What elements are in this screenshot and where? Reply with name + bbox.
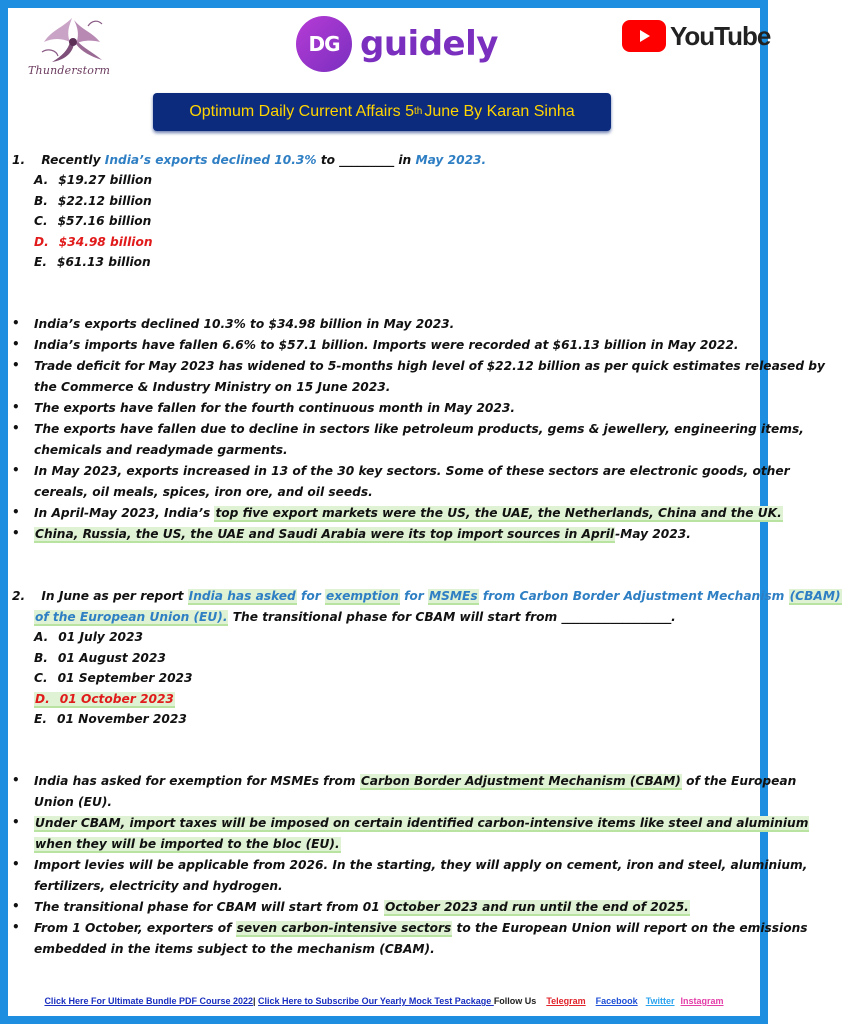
note-line [34, 505, 783, 521]
note-highlight: when they will be imported to the bloc (EU). [35, 837, 340, 851]
option-a [34, 629, 143, 645]
option-letter: C. [34, 671, 48, 685]
option-text: $61.13 billion [56, 255, 151, 269]
thunderstorm-logo-text: Thunderstorm [28, 64, 111, 77]
note-line: The exports have fallen due to decline in sectors like petroleum products, gems & jewellery, engineering items, [34, 422, 804, 436]
question-text-highlight: May 2023. [415, 153, 487, 167]
option-e [34, 711, 187, 727]
option-letter: C. [34, 214, 48, 228]
option-text: $57.16 billion [57, 214, 152, 228]
note-line: embedded in the items subject to the mechanism (CBAM). [34, 942, 435, 956]
note-line: chemicals and readymade garments. [34, 443, 288, 457]
note-line [34, 815, 809, 831]
note-line: India’s exports declined 10.3% to $34.98 billion in May 2023. [34, 317, 455, 331]
note-text: -May 2023. [615, 527, 691, 541]
question-2-continued [34, 609, 676, 625]
question-text: from Carbon Border Adjustment Mechanism [478, 589, 789, 603]
note-line [34, 899, 690, 915]
follow-us-label: Follow Us [493, 996, 537, 1006]
option-d-correct [34, 691, 175, 707]
note-highlight: seven carbon-intensive sectors [236, 921, 452, 935]
option-letter: D. [35, 692, 50, 706]
note-text: of the European [681, 774, 797, 788]
bullet-icon: • [12, 505, 20, 519]
option-highlight [34, 692, 175, 708]
note-line: cereals, oil meals, spices, iron ore, and oil seeds. [34, 485, 373, 499]
note-line: Trade deficit for May 2023 has widened to 5-months high level of $22.12 billion as per quick estimates released by [34, 359, 825, 373]
option-text: 01 August 2023 [57, 651, 166, 665]
note-text: In April-May 2023, India’s [34, 506, 215, 520]
option-text: $19.27 billion [58, 173, 153, 187]
bullet-icon: • [12, 815, 20, 829]
option-b [34, 650, 166, 666]
option-d-correct [34, 234, 153, 250]
bullet-icon: • [12, 337, 20, 351]
option-letter: B. [34, 194, 48, 208]
bullet-icon: • [12, 400, 20, 414]
facebook-link[interactable]: Facebook [595, 996, 638, 1006]
question-1 [12, 152, 486, 168]
option-text: $22.12 billion [57, 194, 152, 208]
twitter-link[interactable]: Twitter [645, 996, 675, 1006]
question-number: 2. [12, 589, 26, 603]
content [8, 8, 841, 1016]
question-text-highlight: India’s exports declined 10.3% [104, 153, 317, 167]
option-a [34, 172, 152, 188]
question-text-highlight: exemption [325, 589, 399, 603]
bullet-icon: • [12, 773, 20, 787]
note-line [34, 773, 796, 789]
youtube-wordmark: YouTube [670, 20, 771, 51]
question-text-highlight: India has asked [188, 589, 296, 603]
bullet-icon: • [12, 463, 20, 477]
page-footer [8, 996, 760, 1006]
note-line: In May 2023, exports increased in 13 of the 30 key sectors. Some of these sectors are electronic goods, other [34, 464, 790, 478]
note-text: to the European Union will report on the emissions [452, 921, 808, 935]
instagram-link[interactable]: Instagram [680, 996, 724, 1006]
bullet-icon: • [12, 526, 20, 540]
note-line [34, 836, 341, 852]
note-line: fertilizers, electricity and hydrogen. [34, 879, 283, 893]
note-line: India’s imports have fallen 6.6% to $57.1 billion. Imports were recorded at $61.13 billion in May 2022. [34, 338, 739, 352]
question-text: to _________ in [316, 153, 416, 167]
mock-test-link[interactable]: Click Here to Subscribe Our Yearly Mock Test Package [258, 996, 494, 1006]
note-line: the Commerce & Industry Ministry on 15 June 2023. [34, 380, 391, 394]
note-line: Import levies will be applicable from 2026. In the starting, they will apply on cement, iron and steel, aluminium, [34, 858, 808, 872]
note-highlight: October 2023 and run until the end of 2025. [384, 900, 689, 914]
option-b [34, 193, 152, 209]
question-text-highlight: (CBAM) [789, 589, 841, 603]
bullet-icon: • [12, 421, 20, 435]
option-text: $34.98 billion [58, 235, 153, 249]
bundle-course-link[interactable]: Click Here For Ultimate Bundle PDF Course 2022 [44, 996, 253, 1006]
question-number: 1. [12, 153, 26, 167]
question-text: for [399, 589, 428, 603]
note-line: The exports have fallen for the fourth continuous month in May 2023. [34, 401, 516, 415]
option-c [34, 670, 193, 686]
question-text-highlight: MSMEs [429, 589, 478, 603]
note-highlight: Carbon Border Adjustment Mechanism (CBAM) [360, 774, 681, 788]
banner-title: Optimum Daily Current Affairs 5 [189, 103, 414, 120]
bullet-icon: • [12, 899, 20, 913]
footer-separator: | [253, 996, 259, 1006]
note-line: Union (EU). [34, 795, 113, 809]
option-letter: D. [34, 235, 49, 249]
telegram-link[interactable]: Telegram [546, 996, 586, 1006]
question-text: The transitional phase for CBAM will start from __________________. [228, 610, 676, 624]
question-text: In June as per report [41, 589, 188, 603]
question-text-highlight: of the European Union (EU). [35, 610, 228, 624]
bullet-icon: • [12, 857, 20, 871]
note-text: India has asked for exemption for MSMEs from [34, 774, 360, 788]
title-banner: Optimum Daily Current Affairs 5 th June By Karan Sinha [153, 93, 611, 131]
note-line [34, 920, 808, 936]
question-2 [12, 588, 842, 604]
note-highlight: China, Russia, the US, the UAE and Saudi Arabia were its top import sources in April [35, 527, 615, 541]
bullet-icon: • [12, 920, 20, 934]
bullet-icon: • [12, 316, 20, 330]
guidely-mark-icon: DG [296, 16, 352, 72]
note-text: The transitional phase for CBAM will start from 01 [34, 900, 384, 914]
option-text: 01 November 2023 [56, 712, 187, 726]
option-text: 01 September 2023 [57, 671, 193, 685]
note-line [34, 526, 691, 542]
note-highlight: Under CBAM, import taxes will be imposed on certain identified carbon-intensive items like steel and aluminium [35, 816, 809, 830]
option-text: 01 July 2023 [58, 630, 143, 644]
note-text: From 1 October, exporters of [34, 921, 236, 935]
option-letter: A. [34, 173, 49, 187]
option-c [34, 213, 151, 229]
banner-title-rest: June By Karan Sinha [424, 103, 575, 120]
question-text: for [296, 589, 325, 603]
option-letter: E. [34, 255, 47, 269]
question-text: Recently [41, 153, 105, 167]
option-text: 01 October 2023 [59, 692, 174, 706]
option-letter: E. [34, 712, 47, 726]
bullet-icon: • [12, 358, 20, 372]
option-letter: B. [34, 651, 48, 665]
guidely-wordmark: guidely [360, 24, 498, 64]
option-e [34, 254, 151, 270]
note-highlight: top five export markets were the US, the UAE, the Netherlands, China and the UK. [215, 506, 782, 520]
option-letter: A. [34, 630, 49, 644]
